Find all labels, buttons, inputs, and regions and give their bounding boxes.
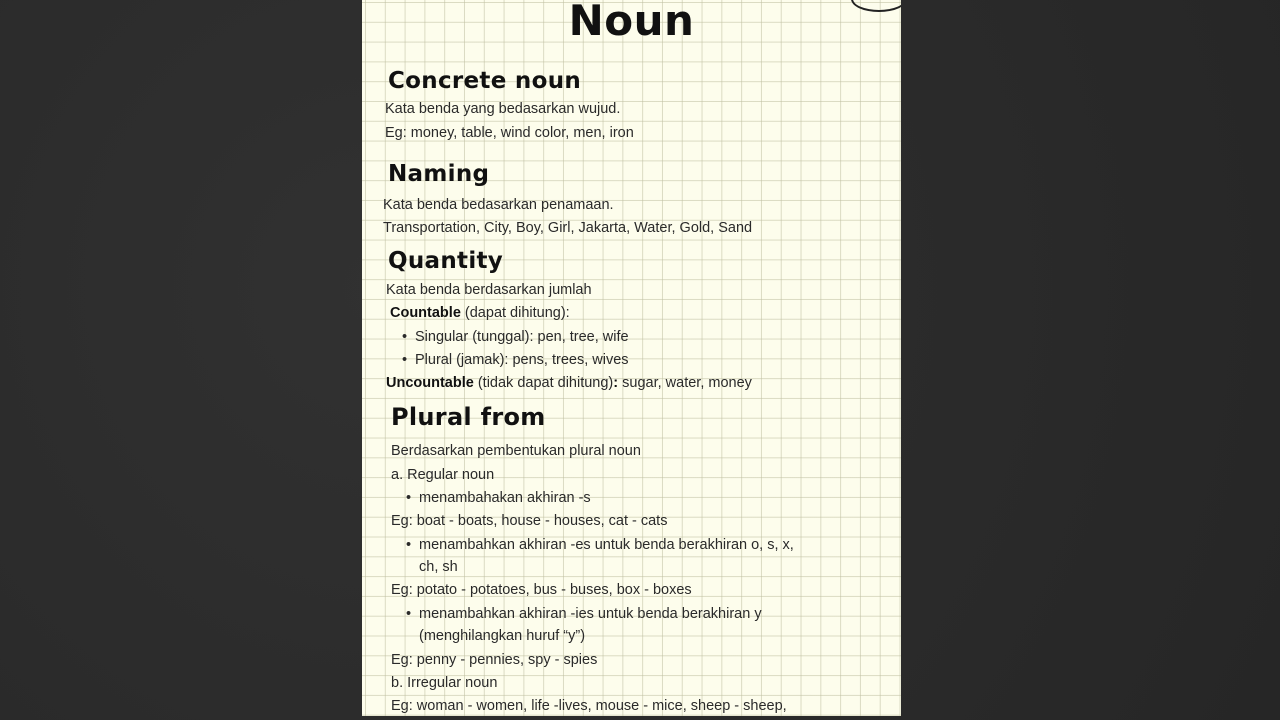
- bullet-singular: • Singular (tunggal): pen, tree, wife: [415, 329, 629, 345]
- bullet-add-ies: • menambahkan akhiran -ies untuk benda berakhiran y: [419, 606, 762, 622]
- example-ies: Eg: penny - pennies, spy - spies: [391, 652, 598, 668]
- countable-line: [390, 305, 570, 321]
- example-es: Eg: potato - potatoes, bus - buses, box - boxes: [391, 582, 692, 598]
- uncountable-examples: sugar, water, money: [618, 375, 752, 391]
- concrete-definition: Kata benda yang bedasarkan wujud.: [385, 101, 621, 117]
- heading-concrete-noun: Concrete noun: [388, 68, 582, 94]
- uncountable-line: [386, 375, 752, 391]
- example-irregular: Eg: woman - women, life -lives, mouse - mice, sheep - sheep,: [391, 698, 787, 714]
- bullet-add-ies-cont: (menghilangkan huruf “y”): [419, 628, 586, 644]
- uncountable-colon: :: [613, 375, 619, 391]
- uncountable-paren: (tidak dapat dihitung): [473, 375, 614, 391]
- countable-desc: (dapat dihitung):: [460, 305, 570, 321]
- irregular-noun-label: b. Irregular noun: [391, 675, 498, 691]
- heading-plural-from: Plural from: [391, 403, 546, 431]
- notebook-page: [362, 0, 901, 716]
- countable-label: Countable: [390, 305, 461, 321]
- bullet-add-es-cont: ch, sh: [419, 559, 458, 575]
- heading-quantity: Quantity: [388, 248, 504, 274]
- bullet-add-s: • menambahakan akhiran -s: [419, 490, 591, 506]
- heading-naming: Naming: [388, 161, 490, 187]
- page-title: Noun: [568, 0, 695, 45]
- bullet-add-es: • menambahkan akhiran -es untuk benda berakhiran o, s, x,: [419, 537, 794, 553]
- naming-definition: Kata benda bedasarkan penamaan.: [383, 197, 614, 213]
- plural-intro: Berdasarkan pembentukan plural noun: [391, 443, 641, 459]
- example-s: Eg: boat - boats, house - houses, cat - cats: [391, 513, 668, 529]
- concrete-example: Eg: money, table, wind color, men, iron: [385, 125, 634, 141]
- uncountable-label: Uncountable: [386, 375, 474, 391]
- quantity-definition: Kata benda berdasarkan jumlah: [386, 282, 592, 298]
- bullet-plural: • Plural (jamak): pens, trees, wives: [415, 352, 629, 368]
- regular-noun-label: a. Regular noun: [391, 467, 495, 483]
- naming-example: Transportation, City, Boy, Girl, Jakarta, Water, Gold, Sand: [383, 220, 753, 236]
